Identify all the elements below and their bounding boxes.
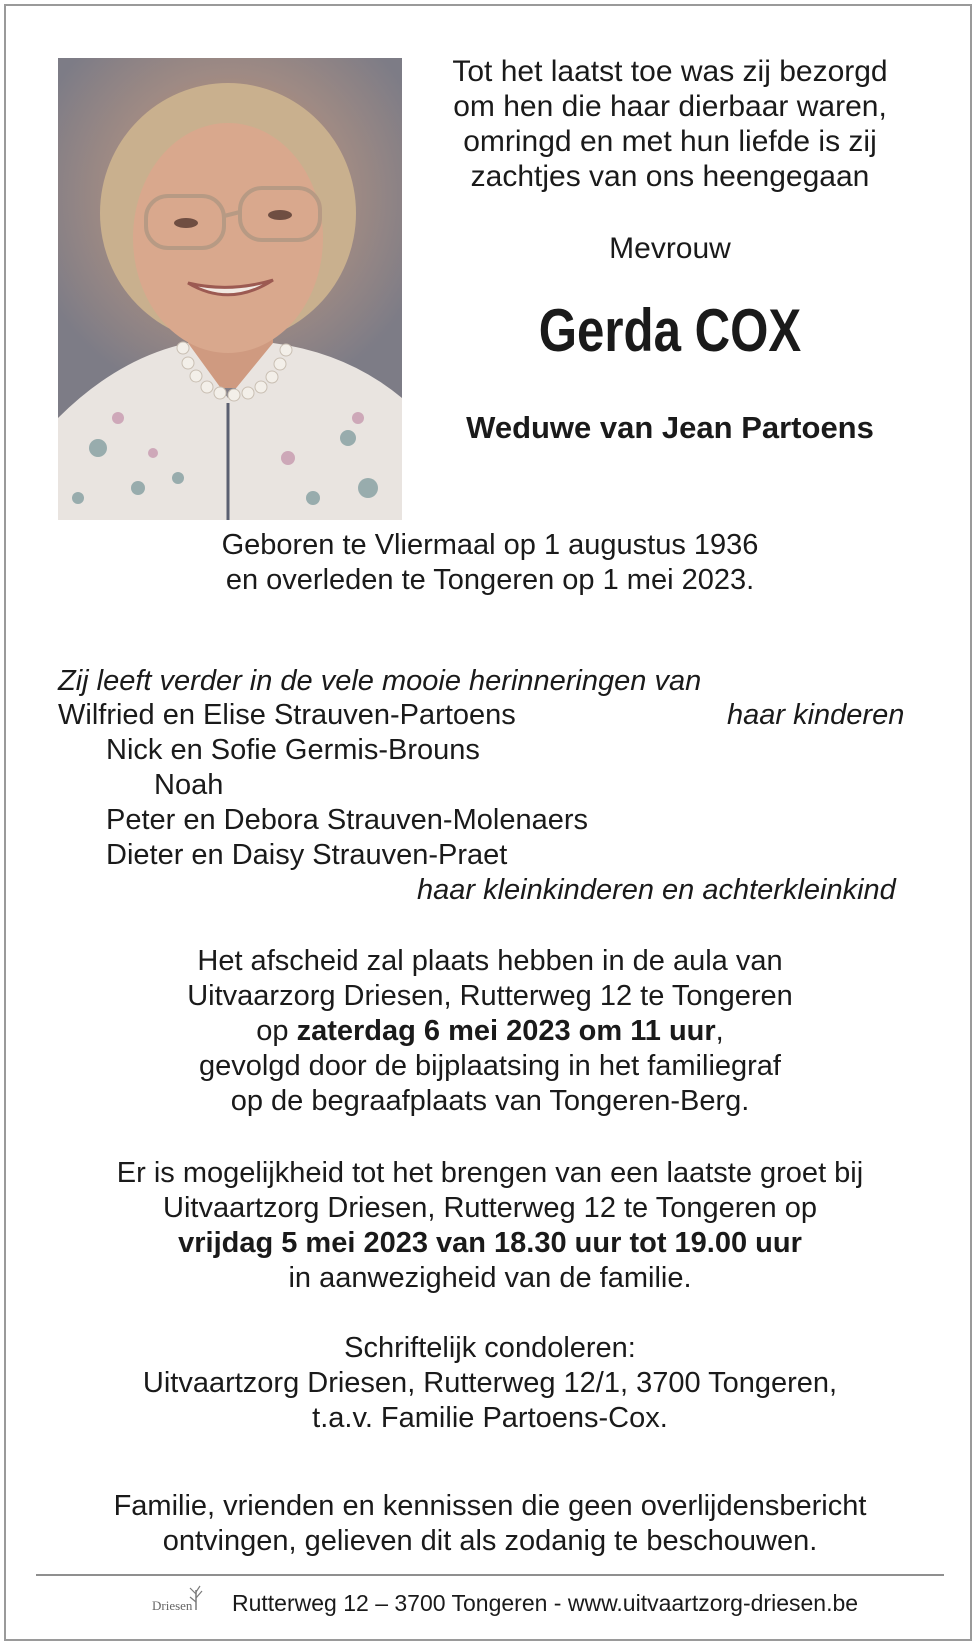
birth-death	[0, 528, 980, 598]
funeral-line: gevolgd door de bijplaatsing in het familiegraf	[199, 1050, 781, 1082]
logo-text: Driesen	[152, 1598, 193, 1613]
funeral-line: op de begraafplaats van Tongeren-Berg.	[230, 1085, 750, 1117]
grandchild-line: Dieter en Daisy Strauven-Praet	[106, 839, 508, 871]
funeral-line: Het afscheid zal plaats hebben in de aula van	[197, 945, 783, 977]
driesen-logo	[150, 1580, 210, 1624]
footer-divider	[36, 1574, 944, 1576]
condolences-line: Uitvaartzorg Driesen, Rutterweg 12/1, 3700 Tongeren,	[142, 1367, 838, 1399]
birth-line: Geboren te Vliermaal op 1 augustus 1936	[221, 529, 759, 561]
funeral-line: Uitvaarzorg Driesen, Rutterweg 12 te Tongeren	[187, 980, 793, 1012]
funeral-date-suffix: ,	[715, 1015, 724, 1047]
condolences-info	[0, 1331, 980, 1436]
closing-line: Familie, vrienden en kennissen die geen overlijdensbericht	[113, 1490, 867, 1522]
great-grandchild-line: Noah	[154, 769, 224, 801]
footer-address: Rutterweg 12 – 3700 Tongeren - www.uitvaartzorg-driesen.be	[232, 1590, 859, 1616]
visitation-line: Uitvaartzorg Driesen, Rutterweg 12 te Tongeren op	[163, 1192, 817, 1224]
death-line: en overleden te Tongeren op 1 mei 2023.	[225, 564, 755, 596]
visitation-date-bold: vrijdag 5 mei 2023 van 18.30 uur tot 19.00 uur	[178, 1227, 802, 1259]
poem-line: omringd en met hun liefde is zij	[463, 125, 877, 158]
portrait-photo	[58, 58, 402, 520]
visitation-info	[0, 1156, 980, 1296]
deceased-name: Gerda COX	[538, 297, 802, 364]
family-intro: Zij leeft verder in de vele mooie herinneringen van	[58, 665, 702, 697]
funeral-date: zaterdag 6 mei 2023 om 11 uur	[296, 1015, 716, 1047]
children-label: haar kinderen	[727, 699, 905, 731]
closing-line: ontvingen, gelieven dit als zodanig te beschouwen.	[162, 1525, 818, 1557]
portrait-illustration	[58, 58, 402, 520]
poem-line: om hen die haar dierbaar waren,	[453, 90, 887, 123]
funeral-date-prefix: op	[256, 1015, 297, 1047]
children-name: Wilfried en Elise Strauven-Partoens	[58, 699, 516, 731]
poem-line: zachtjes van ons heengegaan	[470, 160, 870, 193]
condolences-line: t.a.v. Familie Partoens-Cox.	[312, 1402, 668, 1434]
funeral-info	[0, 944, 980, 1119]
funeral-date-line	[0, 1014, 980, 1049]
spouse-line: Weduwe van Jean Partoens	[466, 410, 874, 445]
grandchild-line: Nick en Sofie Germis-Brouns	[106, 734, 480, 766]
visitation-line: Er is mogelijkheid tot het brengen van een laatste groet bij	[116, 1157, 864, 1189]
closing-note	[0, 1489, 980, 1559]
title-prefix: Mevrouw	[609, 232, 731, 265]
tree-icon	[150, 1580, 210, 1624]
grandchildren-label: haar kleinkinderen en achterkleinkind	[417, 874, 896, 906]
visitation-line: in aanwezigheid van de familie.	[288, 1262, 692, 1294]
visitation-date	[0, 1226, 980, 1261]
poem-line: Tot het laatst toe was zij bezorgd	[452, 55, 888, 88]
poem	[430, 54, 910, 194]
grandchild-line: Peter en Debora Strauven-Molenaers	[106, 804, 588, 836]
condolences-line: Schriftelijk condoleren:	[344, 1332, 636, 1364]
